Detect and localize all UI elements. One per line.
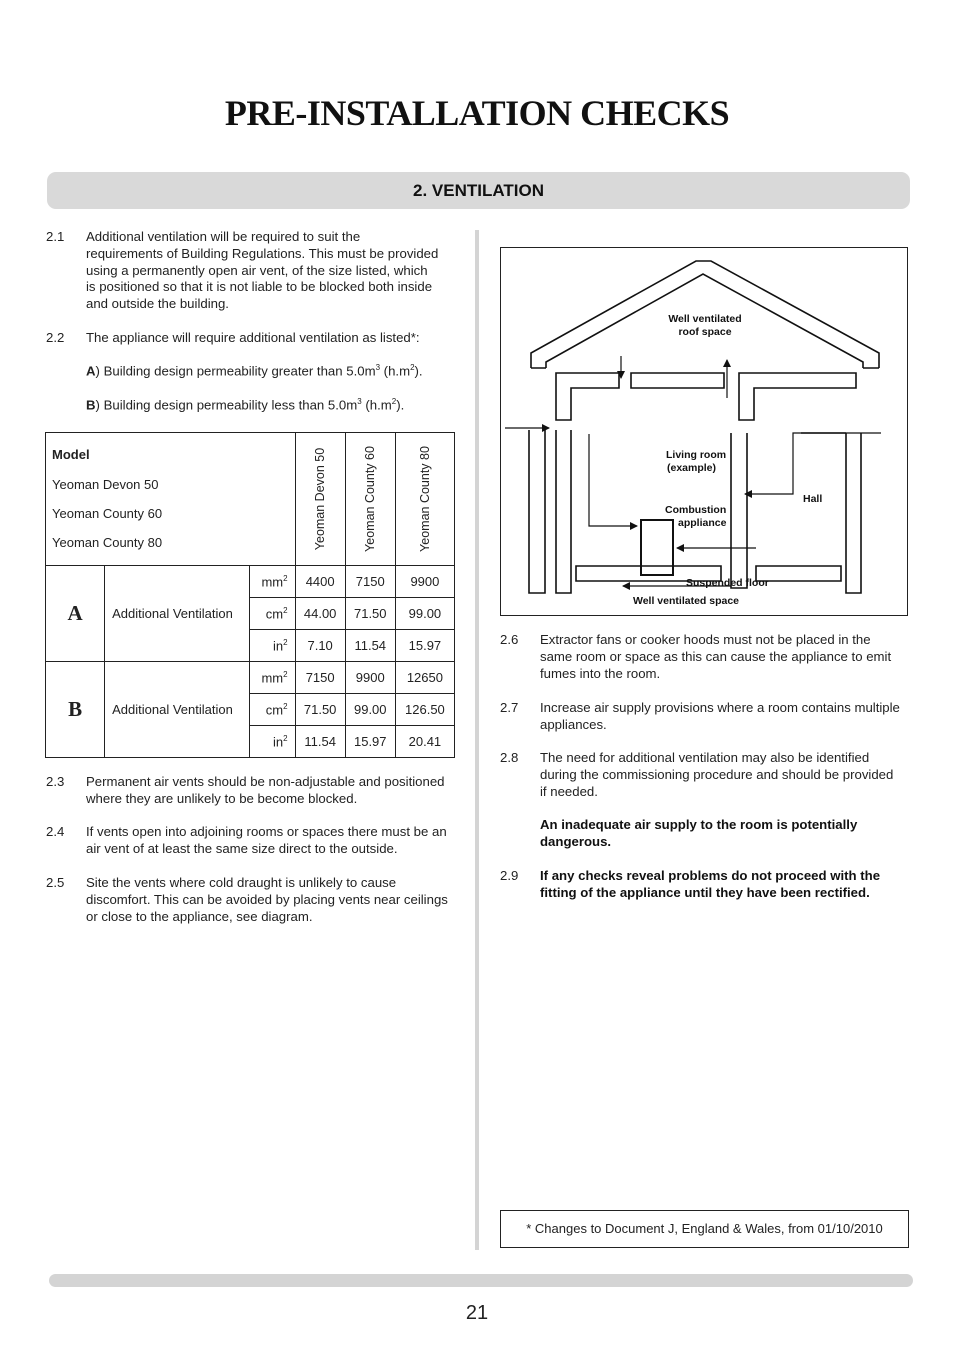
paragraph-number: 2.1 bbox=[46, 229, 65, 244]
warning-text bbox=[540, 817, 857, 851]
text-line: requirements of Building Regulations. This must be provided bbox=[86, 245, 439, 261]
value-cell: 7.10 bbox=[295, 630, 345, 662]
unit-label: cm bbox=[265, 606, 284, 622]
paragraph-number: 2.5 bbox=[46, 875, 65, 890]
value-cell: 99.00 bbox=[345, 694, 395, 726]
option-text: ) Building design permeability less than 5.0m bbox=[95, 397, 358, 413]
text-line: using a permanently open air vent, of the size listed, which bbox=[86, 262, 428, 278]
paragraph-text bbox=[86, 774, 445, 808]
value-cell: 7150 bbox=[345, 566, 395, 598]
group-label: Additional Ventilation bbox=[105, 662, 250, 758]
paragraph-text bbox=[540, 750, 893, 800]
unit-label: cm bbox=[265, 702, 284, 718]
permeability-option-b bbox=[86, 397, 404, 412]
text-line: Site the vents where cold draught is unlikely to cause bbox=[86, 875, 397, 890]
text-line: fitting of the appliance until they have been rectified. bbox=[540, 884, 870, 900]
value-cell: 9900 bbox=[345, 662, 395, 694]
label-roof-space: Well ventilated bbox=[668, 313, 742, 325]
paragraph-2-9 bbox=[500, 868, 910, 904]
unit-cell bbox=[250, 694, 295, 726]
model-header: Model bbox=[52, 447, 90, 462]
text-line: Permanent air vents should be non-adjustable and positioned bbox=[86, 774, 445, 789]
label-combustion: Combustion bbox=[665, 504, 727, 516]
paragraph-text bbox=[86, 875, 448, 925]
house-ventilation-illustration bbox=[501, 248, 906, 614]
paragraph-text bbox=[86, 824, 447, 858]
unit-label: mm bbox=[261, 574, 284, 590]
section-title: 2. VENTILATION bbox=[413, 181, 544, 200]
paragraph-2-4 bbox=[46, 824, 466, 860]
model-name: Yeoman County 60 bbox=[52, 506, 163, 521]
paragraph-2-2 bbox=[46, 330, 466, 348]
column-header-label: Yeoman County 80 bbox=[417, 446, 432, 552]
value-cell: 126.50 bbox=[395, 694, 454, 726]
text-line: where they are unlikely to be become blocked. bbox=[86, 790, 358, 806]
option-unit-close: ). bbox=[414, 363, 423, 379]
column-header bbox=[345, 433, 395, 566]
section-header bbox=[47, 172, 910, 209]
text-line: same room or space as this can cause the appliance to emit bbox=[540, 648, 892, 664]
unit-cell bbox=[250, 726, 295, 758]
paragraph-2-3 bbox=[46, 774, 466, 810]
column-header-label: Yeoman Devon 50 bbox=[313, 447, 328, 551]
value-cell: 12650 bbox=[395, 662, 454, 694]
value-cell: 15.97 bbox=[345, 726, 395, 758]
value-cell: 9900 bbox=[395, 566, 454, 598]
superscript: 2 bbox=[410, 363, 415, 372]
ventilation-diagram bbox=[500, 247, 908, 616]
superscript: 2 bbox=[283, 701, 288, 711]
text-line: If any checks reveal problems do not proceed with the bbox=[540, 868, 881, 883]
value-cell: 44.00 bbox=[295, 598, 345, 630]
option-unit-close: ). bbox=[396, 397, 405, 413]
text-line: fumes into the room. bbox=[540, 665, 661, 681]
footer-bar bbox=[49, 1274, 913, 1287]
text-line: is positioned so that it is not liable to be blocked both inside bbox=[86, 279, 433, 295]
label-living-room-example: (example) bbox=[667, 462, 717, 474]
paragraph-2-1 bbox=[46, 229, 466, 319]
footnote-box: * Changes to Document J, England & Wales, from 01/10/2010 bbox=[500, 1210, 909, 1248]
superscript: 2 bbox=[283, 573, 288, 583]
option-unit: (h.m bbox=[361, 397, 392, 413]
value-cell: 11.54 bbox=[345, 630, 395, 662]
value-cell: 15.97 bbox=[395, 630, 454, 662]
unit-label: mm bbox=[261, 670, 284, 686]
value-cell: 71.50 bbox=[345, 598, 395, 630]
table-row bbox=[46, 662, 455, 694]
house-outline bbox=[529, 261, 879, 593]
paragraph-number: 2.4 bbox=[46, 824, 65, 839]
value-cell: 7150 bbox=[295, 662, 345, 694]
paragraph-number: 2.7 bbox=[500, 700, 519, 715]
superscript: 2 bbox=[283, 669, 288, 679]
page-title: PRE-INSTALLATION CHECKS bbox=[224, 93, 730, 133]
value-cell: 99.00 bbox=[395, 598, 454, 630]
unit-cell bbox=[250, 662, 295, 694]
text-line: discomfort. This can be avoided by placing vents near ceilings bbox=[86, 891, 448, 907]
warning-note bbox=[500, 817, 910, 853]
paragraph-number: 2.6 bbox=[500, 632, 519, 647]
paragraph-2-7 bbox=[500, 700, 910, 736]
text-line: Extractor fans or cooker hoods must not be placed in the bbox=[540, 632, 871, 647]
option-letter: B bbox=[86, 397, 96, 413]
superscript: 2 bbox=[283, 605, 288, 615]
superscript: 2 bbox=[391, 397, 397, 406]
superscript: 2 bbox=[283, 733, 288, 743]
paragraph-text bbox=[540, 700, 900, 734]
text-line: air vent of at least the same size direct to the outside. bbox=[86, 840, 398, 856]
text-line: An inadequate air supply to the room is potentially bbox=[540, 817, 858, 832]
unit-label: in bbox=[273, 734, 284, 750]
column-divider bbox=[475, 230, 479, 1250]
paragraph-text bbox=[86, 229, 438, 313]
column-header-label: Yeoman County 60 bbox=[363, 446, 378, 552]
label-ventilated-space: Well ventilated space bbox=[633, 595, 740, 607]
paragraph-number: 2.8 bbox=[500, 750, 519, 765]
ventilation-table bbox=[45, 432, 455, 758]
label-living-room: Living room bbox=[666, 449, 727, 461]
paragraph-number: 2.9 bbox=[500, 868, 519, 883]
option-letter: A bbox=[86, 363, 96, 379]
text-line: and outside the building. bbox=[86, 296, 229, 312]
text-line: Increase air supply provisions where a room contains multiple bbox=[540, 700, 900, 715]
text-line: appliances. bbox=[540, 716, 607, 732]
unit-label: in bbox=[273, 638, 284, 654]
label-appliance: appliance bbox=[678, 517, 727, 529]
paragraph-text: The appliance will require additional ventilation as listed*: bbox=[86, 330, 420, 345]
group-label: Additional Ventilation bbox=[105, 566, 250, 662]
superscript: 3 bbox=[375, 363, 381, 372]
label-hall: Hall bbox=[803, 493, 823, 505]
superscript: 2 bbox=[283, 637, 288, 647]
option-text: ) Building design permeability greater than 5.0m bbox=[95, 363, 376, 379]
diagram-labels bbox=[633, 313, 822, 607]
page-number: 21 bbox=[465, 1302, 489, 1324]
paragraph-number: 2.3 bbox=[46, 774, 65, 789]
unit-cell bbox=[250, 598, 295, 630]
value-cell: 4400 bbox=[295, 566, 345, 598]
table-header-row bbox=[46, 433, 455, 566]
model-list-cell bbox=[46, 433, 296, 566]
model-name: Yeoman County 80 bbox=[52, 535, 163, 550]
text-line: or close to the appliance, see diagram. bbox=[86, 908, 313, 924]
superscript: 3 bbox=[357, 397, 362, 406]
text-line: dangerous. bbox=[540, 833, 612, 849]
text-line: Additional ventilation will be required to suit the bbox=[86, 229, 361, 244]
paragraph-2-6 bbox=[500, 632, 910, 686]
paragraph-text bbox=[540, 632, 891, 682]
value-cell: 11.54 bbox=[295, 726, 345, 758]
value-cell: 71.50 bbox=[295, 694, 345, 726]
paragraph-number: 2.2 bbox=[46, 330, 65, 345]
model-name: Yeoman Devon 50 bbox=[52, 477, 159, 492]
value-cell: 20.41 bbox=[395, 726, 454, 758]
text-line: The need for additional ventilation may also be identified bbox=[540, 750, 870, 765]
text-line: during the commissioning procedure and should be provided bbox=[540, 766, 894, 782]
paragraph-2-5 bbox=[46, 875, 466, 929]
unit-cell bbox=[250, 630, 295, 662]
group-letter: A bbox=[46, 566, 105, 662]
paragraph-text bbox=[540, 868, 880, 902]
text-line: If vents open into adjoining rooms or spaces there must be an bbox=[86, 824, 447, 839]
paragraph-2-8 bbox=[500, 750, 910, 804]
label-suspended-floor: Suspended floor bbox=[686, 577, 769, 589]
text-line: if needed. bbox=[540, 783, 598, 799]
column-header bbox=[295, 433, 345, 566]
option-unit: (h.m bbox=[380, 363, 411, 379]
label-roof-space-2: roof space bbox=[678, 326, 732, 338]
permeability-option-a bbox=[86, 363, 423, 378]
table-row bbox=[46, 566, 455, 598]
unit-cell bbox=[250, 566, 295, 598]
column-header bbox=[395, 433, 454, 566]
group-letter: B bbox=[46, 662, 105, 758]
